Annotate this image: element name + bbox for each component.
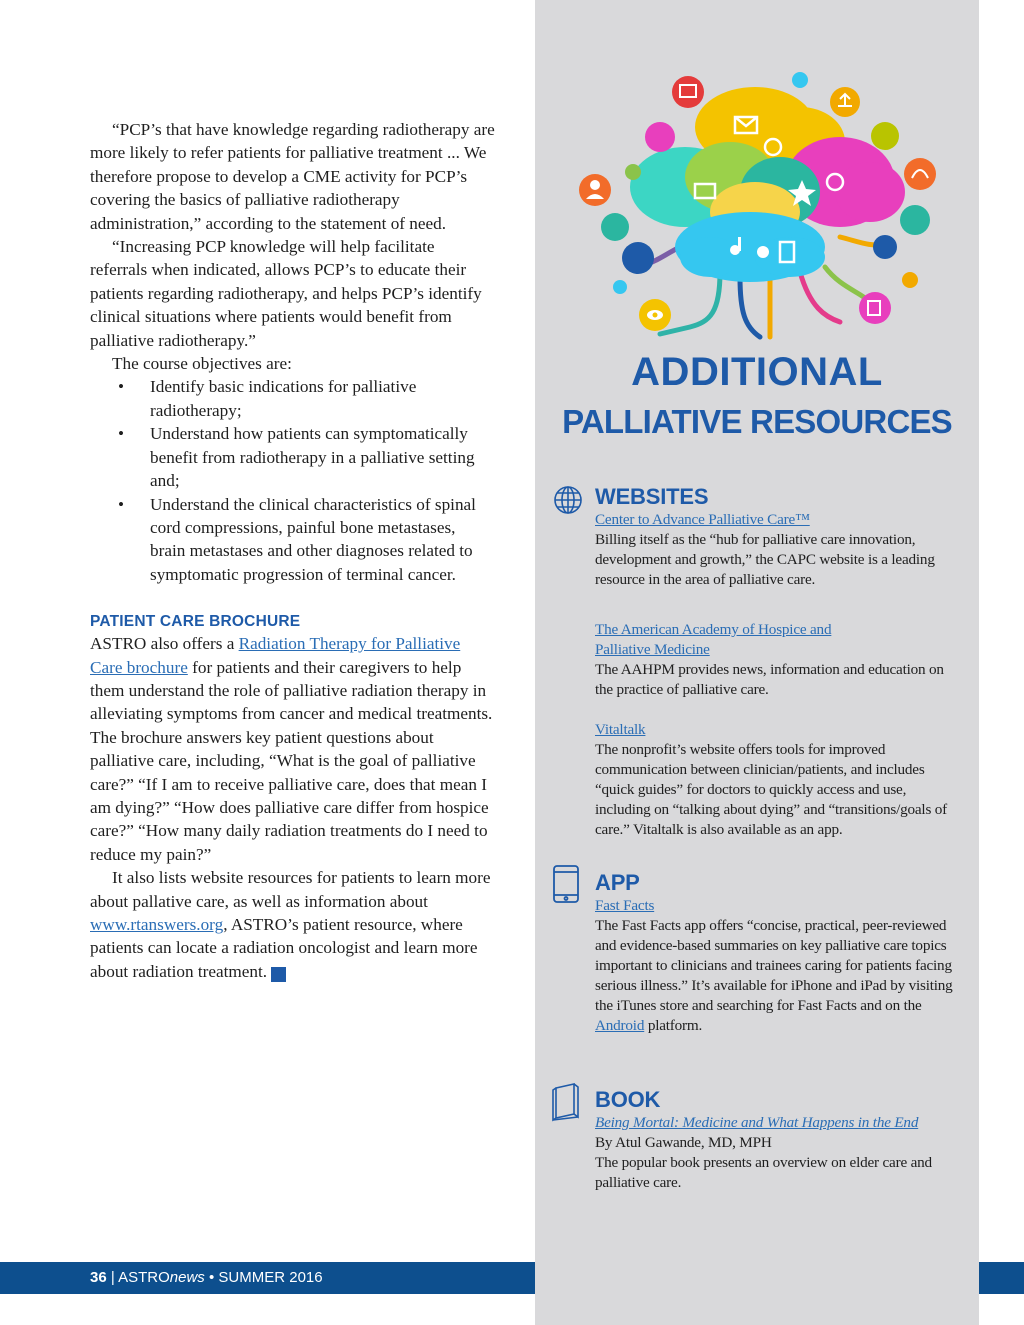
aahpm-link[interactable]: The American Academy of Hospice and Palliative Medicine — [595, 621, 832, 658]
cloud-network-illustration — [570, 72, 950, 352]
book-description: The popular book presents an overview on elder care and palliative care. — [595, 1154, 932, 1191]
quote-statement-of-need: “PCP’s that have knowledge regarding radiotherapy are more likely to refer patients for palliative treatment ... We therefore propose to develop a CME activity for PCP’s covering the basics of palliative radiotherapy administration,” according to the statement of need. — [90, 120, 495, 233]
resources-paragraph: It also lists website resources for patients to learn more about pallative care, as well as information about www.rtanswers.org, ASTRO’s patient resource, where patients can locate a radiation oncologist and learn more about radiation treatment. A — [90, 868, 491, 981]
aahpm-description: The AAHPM provides news, information and education on the practice of palliative care. — [595, 661, 944, 698]
globe-icon — [552, 484, 584, 516]
brochure-link[interactable]: Radiation Therapy for Palliative Care brochure — [90, 634, 461, 677]
main-article-column — [90, 118, 495, 983]
app-heading: APP — [595, 870, 640, 895]
vitaltalk-description: The nonprofit’s website offers tools for improved communication between clinician/patients, and includes “quick guides” for doctors to quickly access and use, including on “talking about dying” and “transitions/goals of care.” Vitaltalk is also available as an app. — [595, 741, 948, 838]
list-item: • Understand how patients can symptomatically benefit from radiotherapy in a palliative setting and; — [118, 424, 475, 491]
being-mortal-link[interactable]: Being Mortal: Medicine and What Happens in the End — [595, 1114, 919, 1131]
android-link[interactable]: Android — [595, 1017, 645, 1034]
astro-end-mark-icon: A — [271, 967, 286, 982]
book-section — [595, 1087, 955, 1193]
book-author: By Atul Gawande, MD, MPH — [595, 1134, 772, 1151]
list-item: • Understand the clinical characteristics of spinal cord compressions, painful bone metastases, brain metastases and other diagnoses related to symptomatic progression of terminal cancer. — [118, 494, 476, 584]
sidebar-title-additional: ADDITIONAL — [631, 350, 883, 394]
capc-link[interactable]: Center to Advance Palliative Care™ — [595, 511, 810, 528]
page-number: 36 — [90, 1269, 107, 1286]
sidebar-title-palliative-resources: PALLIATIVE RESOURCES — [562, 403, 952, 440]
smartphone-icon — [552, 864, 580, 904]
websites-heading: WEBSITES — [595, 484, 709, 509]
objectives-intro: The course objectives are: — [112, 354, 292, 374]
vitaltalk-link[interactable]: Vitaltalk — [595, 721, 646, 738]
brochure-paragraph: ASTRO also offers a Radiation Therapy for Palliative Care brochure for patients and their caregivers to help them understand the role of palliative radiation therapy in alleviating symptoms from cancer and medical treatments. The brochure answers key patient questions about palliative care, including, “What is the goal of palliative care?” “If I am to receive palliative care, does that mean I am dying?” “How does palliative care differ from hospice care?” “How many daily radiation treatments do I need to reduce my pain?” — [90, 634, 493, 864]
rtanswers-link[interactable]: www.rtanswers.org — [90, 915, 224, 934]
list-item: • Identify basic indications for palliative radiotherapy; — [118, 377, 417, 420]
book-heading: BOOK — [595, 1087, 661, 1112]
capc-description: Billing itself as the “hub for palliative care innovation, development and growth,” the CAPC website is a leading resource in the area of palliative care. — [595, 531, 935, 588]
issue-label: SUMMER 2016 — [218, 1269, 323, 1286]
brochure-heading: PATIENT CARE BROCHURE — [90, 613, 301, 631]
page-footer: 36 | ASTROnews • SUMMER 2016 — [90, 1269, 323, 1286]
book-icon — [550, 1082, 584, 1122]
objectives-list — [90, 375, 495, 586]
fast-facts-link[interactable]: Fast Facts — [595, 897, 655, 914]
publication-name: ASTROnews — [118, 1269, 205, 1286]
fast-facts-description: The Fast Facts app offers “concise, practical, peer-reviewed and evidence-based summaries on key palliative care topics important to clinicians and trainees caring for patients facing serious illness.” It’s available for iPhone and iPad by visiting the iTunes store and searching for Fast Facts and on the Android platform. — [595, 917, 953, 1034]
bullet: • — [118, 494, 125, 514]
app-section — [595, 870, 955, 1036]
bullet: • — [118, 377, 125, 397]
bullet: • — [118, 424, 125, 444]
footer-bar-right — [979, 1262, 1024, 1294]
websites-section — [595, 484, 955, 840]
quote-pcp-knowledge: “Increasing PCP knowledge will help facilitate referrals when indicated, allows PCP’s to educate their patients regarding radiotherapy, and helps PCP’s identify clinical situations where patients would benefit from palliative radiotherapy.” — [90, 237, 482, 350]
